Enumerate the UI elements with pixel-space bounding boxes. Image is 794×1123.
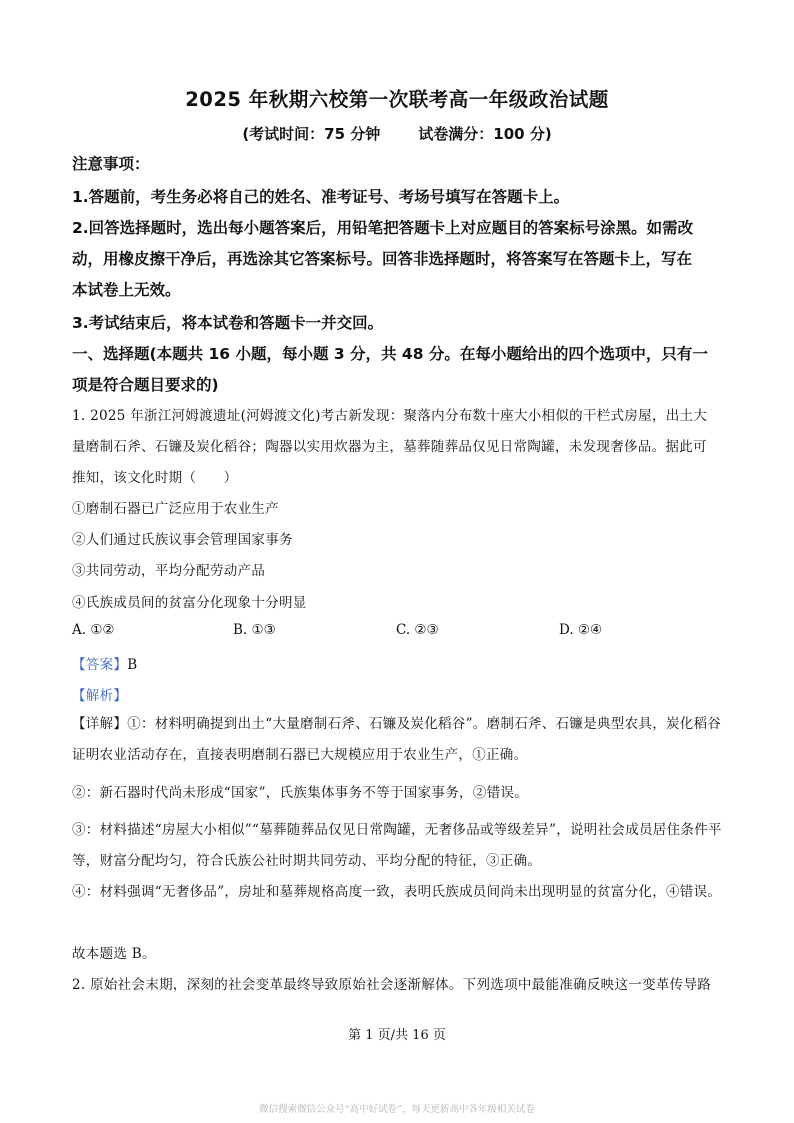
q1-statement-2: ②人们通过氏族议事会管理国家事务 [72, 532, 293, 548]
q1-option-b: B. ①③ [233, 622, 276, 638]
page-number: 第 1 页/共 16 页 [348, 1028, 446, 1043]
q1-detail-1 [72, 709, 724, 771]
q1-detail-2: ②：新石器时代尚未形成“国家”，氏族集体事务不等于国家事务，②错误。 [72, 785, 529, 801]
q1-detail-4: ④：材料强调“无奢侈品”，房址和墓葬规格高度一致，表明氏族成员间尚未出现明显的贫富分化，④错误。 [72, 884, 722, 900]
q1-option-c: C. ②③ [396, 622, 439, 638]
detail-label: 【详解】 [72, 716, 128, 732]
q1-statement-3: ③共同劳动，平均分配劳动产品 [72, 563, 266, 579]
q1-option-d: D. ②④ [559, 622, 603, 638]
q1-option-a: A. ①② [72, 622, 115, 638]
analysis-label: 【解析】 [72, 688, 128, 704]
notice-item-3: 3.考试结束后，将本试卷和答题卡一并交回。 [72, 314, 384, 332]
section-heading-line1: 一、选择题(本题共 16 小题，每小题 3 分，共 48 分。在每小题给出的四个选项中，只有一 [72, 345, 708, 363]
notice-item-2-line3: 本试卷上无效。 [72, 281, 181, 299]
exam-time: (考试时间：75 分钟 [242, 125, 381, 143]
notice-item-2-line2: 动，用橡皮擦干净后，再选涂其它答案标号。回答非选择题时，将答案写在答题卡上，写在 [72, 250, 693, 268]
q1-stem-line3: 推知，该文化时期（ ） [72, 470, 238, 486]
watermark-text: 微信搜索微信公众号“高中好试卷”，每天更新高中各年级相关试卷 [259, 1104, 535, 1115]
detail-text-1: ①：材料明确提到出土“大量磨制石斧、石镰及炭化稻谷”。磨制石斧、石镰是典型农具，炭化稻谷证明农业活动存在，直接表明磨制石器已大规模应用于农业生产，①正确。 [72, 716, 722, 763]
notice-item-2-line1: 2.回答选择题时，选出每小题答案后，用铅笔把答题卡上对应题目的答案标号涂黑。如需改 [72, 219, 694, 237]
exam-title: 2025 年秋期六校第一次联考高一年级政治试题 [185, 88, 609, 111]
exam-subtitle [0, 123, 794, 144]
q1-conclusion: 故本题选 B。 [72, 946, 156, 962]
answer-label: 【答案】 [72, 657, 128, 673]
answer-value: B [127, 657, 138, 673]
q1-statement-1: ①磨制石器已广泛应用于农业生产 [72, 501, 279, 517]
q1-statement-4: ④氏族成员间的贫富分化现象十分明显 [72, 595, 307, 611]
q1-detail-3: ③：材料描述“房屋大小相似”“墓葬随葬品仅见日常陶罐，无奢侈品或等级差异”，说明社会成员居住条件平等，财富分配均匀，符合氏族公社时期共同劳动、平均分配的特征，③正确。 [72, 822, 722, 869]
q1-stem-line2: 量磨制石斧、石镰及炭化稻谷；陶器以实用炊器为主，墓葬随葬品仅见日常陶罐，未发现奢侈品。据此可 [72, 439, 707, 455]
exam-score: 试卷满分：100 分) [418, 125, 552, 143]
q1-stem-line1: 1. 2025 年浙江河姆渡遗址(河姆渡文化)考古新发现：聚落内分布数十座大小相似的干栏式房屋，出土大 [72, 408, 708, 424]
q1-answer [72, 653, 724, 673]
q2-stem-line1: 2. 原始社会末期，深刻的社会变革最终导致原始社会逐渐解体。下列选项中最能准确反映这一变革传导路 [72, 977, 712, 993]
section-heading-line2: 项是符合题目要求的) [72, 376, 219, 394]
notice-item-1: 1.答题前，考生务必将自己的姓名、准考证号、考场号填写在答题卡上。 [72, 188, 570, 206]
notice-heading: 注意事项： [72, 155, 150, 173]
